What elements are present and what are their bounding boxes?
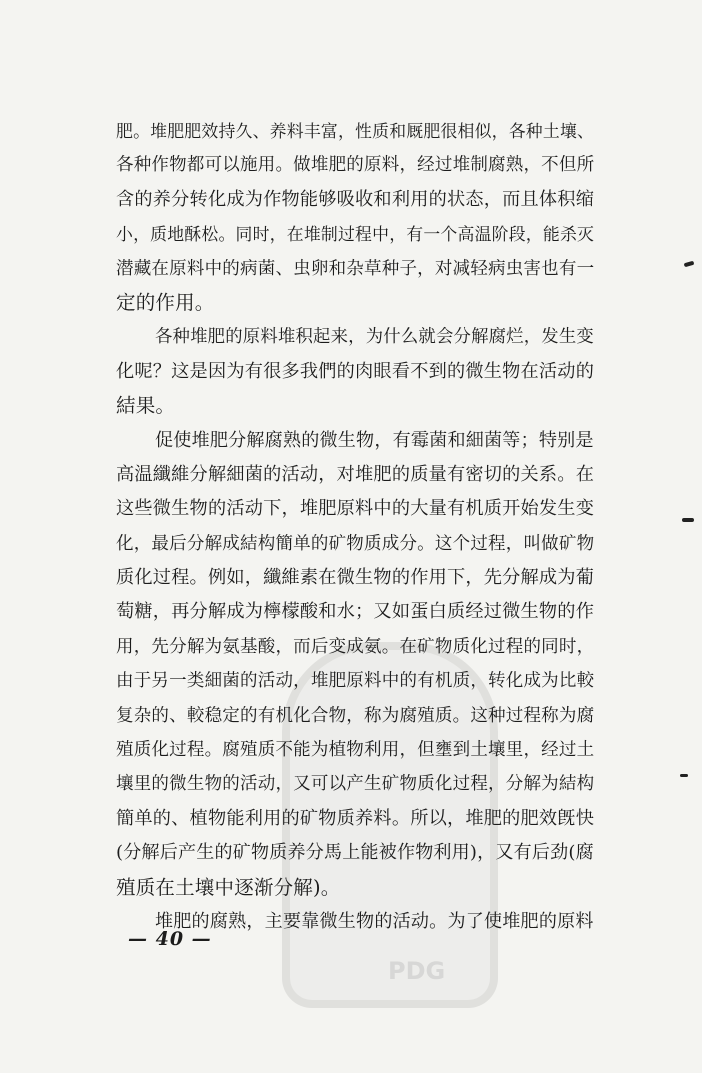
margin-mark <box>682 518 694 522</box>
text-line: 用，先分解为氨基酸，而后变成氨。在矿物质化过程的同时， <box>116 636 594 657</box>
text-line: 各种作物都可以施用。做堆肥的原料，经过堆制腐熟，不但所 <box>116 155 594 176</box>
text-line: 定的作用。 <box>116 290 215 314</box>
margin-mark <box>680 774 688 777</box>
text-line: 促使堆肥分解腐熟的微生物，有霉菌和細菌等；特别是 <box>155 429 594 451</box>
page-number: — 40 — <box>128 928 212 950</box>
watermark-text: PDG <box>388 957 446 985</box>
text-line: 結果。 <box>116 394 176 418</box>
text-line: 质化过程。例如，纖維素在微生物的作用下，先分解成为葡 <box>116 567 594 589</box>
text-line: 含的养分转化成为作物能够吸收和利用的状态，而且体积缩 <box>116 188 594 210</box>
text-line: 殖质化过程。腐殖质不能为植物利用，但壅到土壤里，经过土 <box>116 740 594 761</box>
text-line: 壤里的微生物的活动，又可以产生矿物质化过程，分解为結构 <box>116 774 594 795</box>
text-line: 殖质在土壤中逐渐分解)。 <box>116 875 341 899</box>
text-line: 这些微生物的活动下，堆肥原料中的大量有机质开始发生变 <box>116 498 594 520</box>
text-line: 堆肥的腐熟，主要靠微生物的活动。为了使堆肥的原料 <box>155 910 594 932</box>
text-line: 小，质地酥松。同时，在堆制过程中，有一个高温阶段，能杀灭 <box>116 224 594 245</box>
text-line: 复杂的、較稳定的有机化合物，称为腐殖质。这种过程称为腐 <box>116 705 594 726</box>
body-text <box>116 114 594 939</box>
margin-mark <box>684 261 695 267</box>
text-line: (分解后产生的矿物质养分馬上能被作物利用)，又有后劲(腐 <box>116 842 594 864</box>
text-line: 肥。堆肥肥效持久、养料丰富，性质和厩肥很相似，各种土壤、 <box>116 121 594 141</box>
text-line: 高温纖維分解細菌的活动，对堆肥的质量有密切的关系。在 <box>116 463 594 485</box>
text-line: 由于另一类細菌的活动，堆肥原料中的有机质，转化成为比較 <box>116 671 594 692</box>
text-line: 萄糖，再分解成为檸檬酸和水；又如蛋白质经过微生物的作 <box>116 601 594 623</box>
text-line: 化，最后分解成結构簡单的矿物质成分。这个过程，叫做矿物 <box>116 533 594 554</box>
text-line: 各种堆肥的原料堆积起来，为什么就会分解腐烂，发生变 <box>155 327 594 348</box>
text-line: 化呢？这是因为有很多我們的肉眼看不到的微生物在活动的 <box>116 360 594 382</box>
text-line: 潜藏在原料中的病菌、虫卵和杂草种子，对减轻病虫害也有一 <box>116 258 594 279</box>
text-line: 簡单的、植物能利用的矿物质养料。所以，堆肥的肥效旣快 <box>116 807 594 829</box>
